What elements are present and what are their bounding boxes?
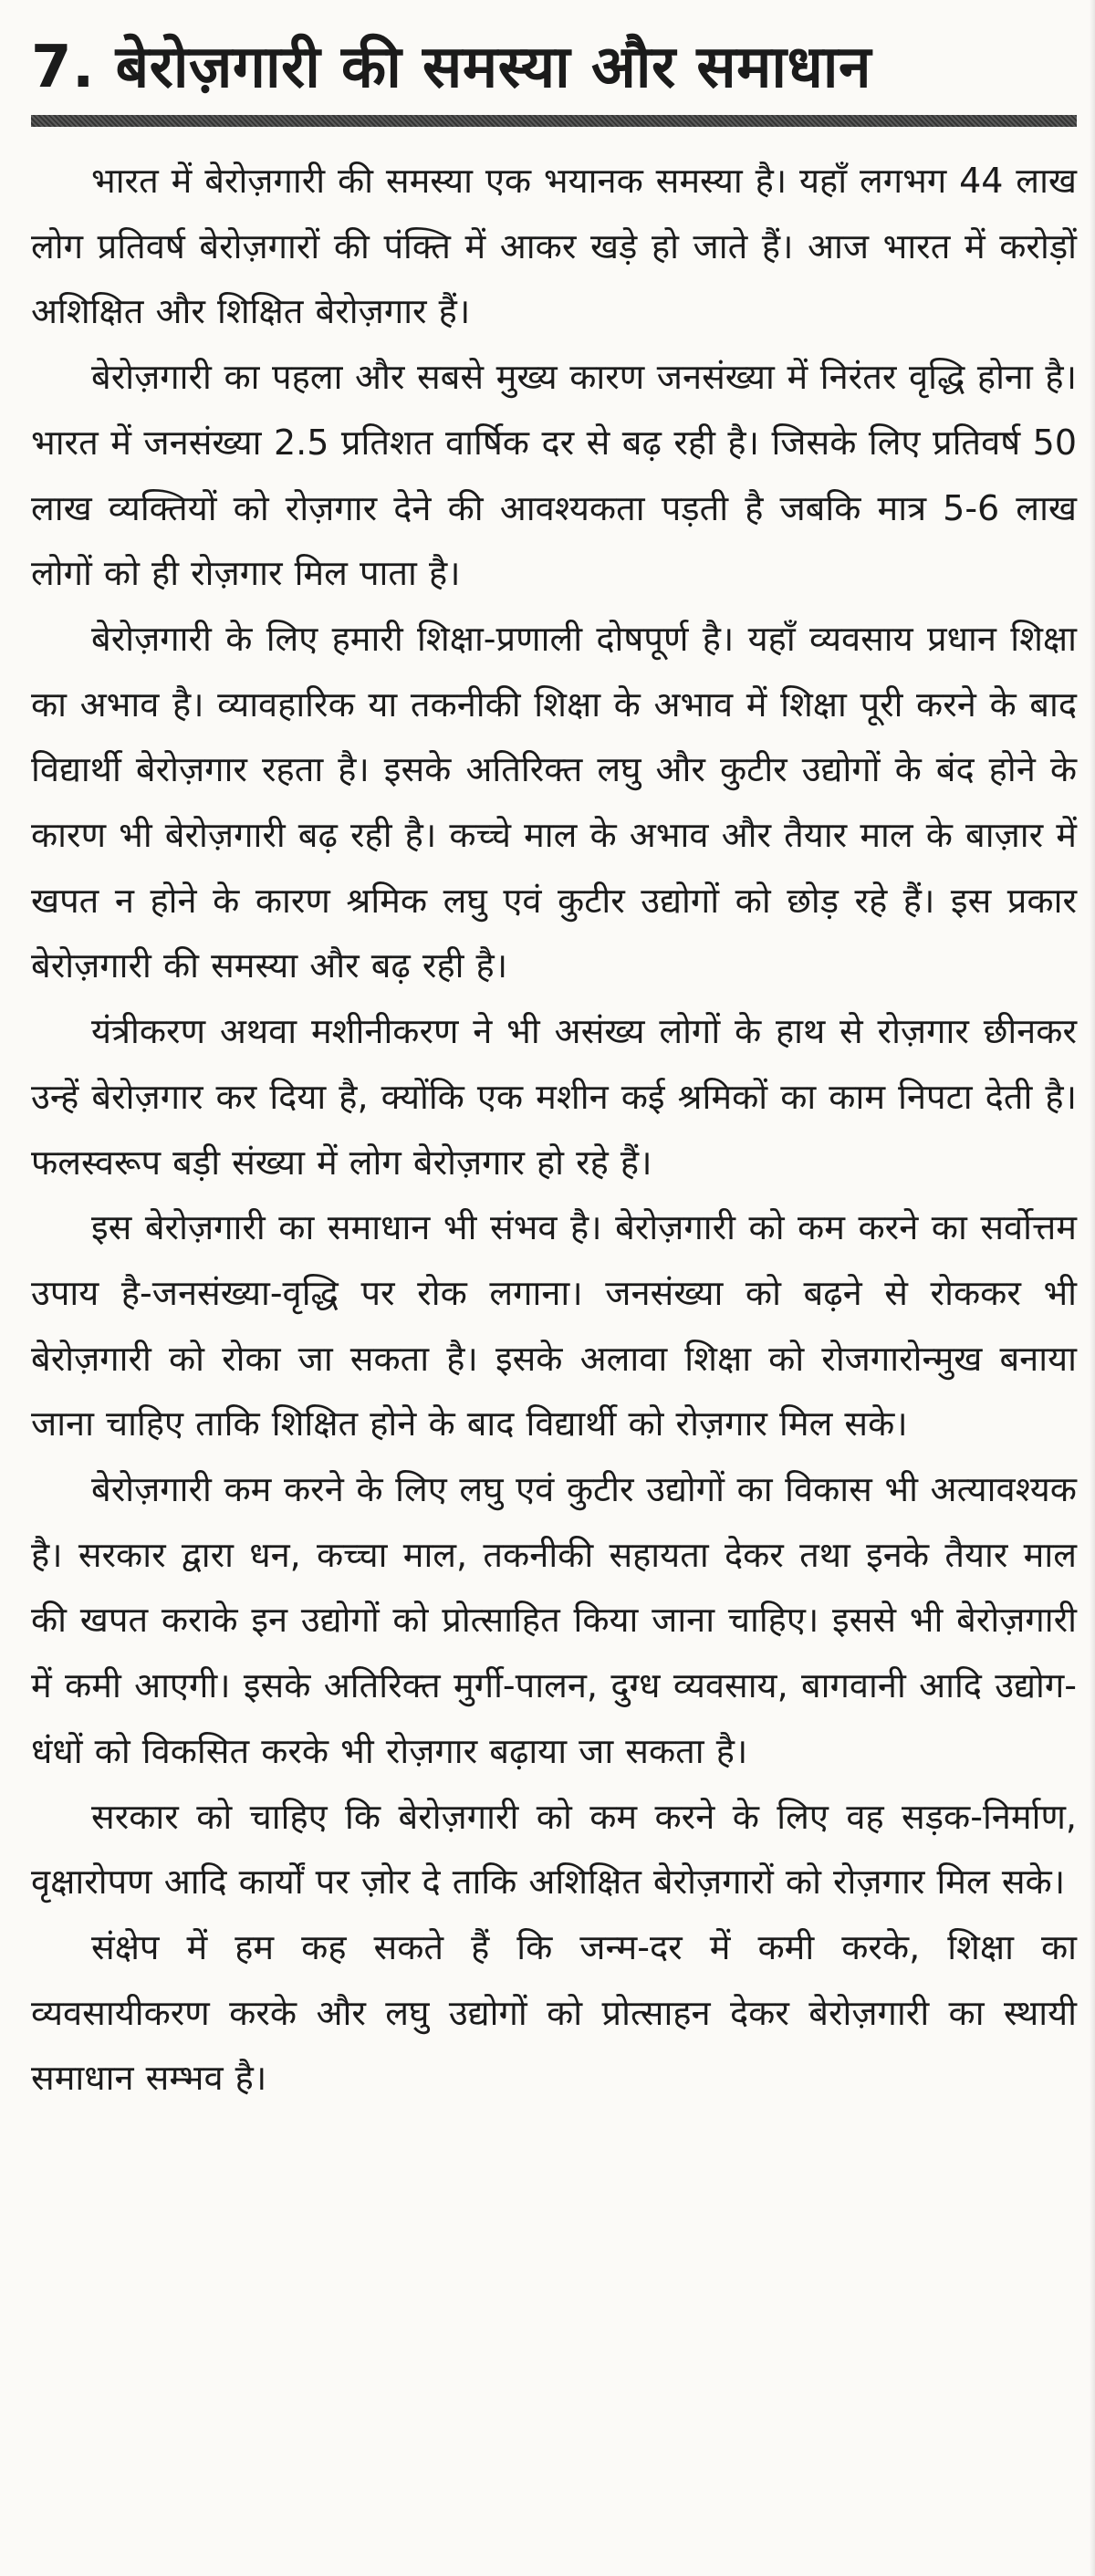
paragraph-conclusion: संक्षेप में हम कह सकते हैं कि जन्म-दर में कमी करके, शिक्षा का व्यवसायीकरण करके और लघु उद्योगों को प्रोत्साहन देकर बेरोज़गारी का स्थायी समाधान सम्भव है। bbox=[31, 1926, 1077, 2099]
title-divider bbox=[31, 115, 1077, 127]
paragraph-mechanization-cause: यंत्रीकरण अथवा मशीनीकरण ने भी असंख्य लोगों के हाथ से रोज़गार छीनकर उन्हें बेरोज़गार कर दिया है, क्योंकि एक मशीन कई श्रमिकों का काम निपटा देती है। फलस्वरूप बड़ी संख्या में लोग बेरोज़गार हो रहे हैं। bbox=[31, 1011, 1077, 1183]
page-edge-shadow bbox=[1090, 0, 1095, 2576]
paragraph-education-cause: बेरोज़गारी के लिए हमारी शिक्षा-प्रणाली दोषपूर्ण है। यहाँ व्यवसाय प्रधान शिक्षा का अभाव है। व्यावहारिक या तकनीकी शिक्षा के अभाव में शिक्षा पूरी करने के बाद विद्यार्थी बेरोज़गार रहता है। इसके अतिरिक्त लघु और कुटीर उद्योगों के बंद होने के कारण भी बेरोज़गारी बढ़ रही है। कच्चे माल के अभाव और तैयार माल के बाज़ार में खपत न होने के कारण श्रमिक लघु एवं कुटीर उद्योगों को छोड़ रहे हैं। इस प्रकार बेरोज़गारी की समस्या और बढ़ रही है। bbox=[31, 618, 1077, 986]
page-title: 7. बेरोज़गारी की समस्या और समाधान bbox=[31, 34, 871, 101]
paragraph-solution-government: सरकार को चाहिए कि बेरोज़गारी को कम करने के लिए वह सड़क-निर्माण, वृक्षारोपण आदि कार्यों पर ज़ोर दे ताकि अशिक्षित बेरोज़गारों को रोज़गार मिल सके। bbox=[31, 1796, 1077, 1903]
paragraph-population-cause: बेरोज़गारी का पहला और सबसे मुख्य कारण जनसंख्या में निरंतर वृद्धि होना है। भारत में जनसंख्या 2.5 प्रतिशत वार्षिक दर से बढ़ रही है। जिसके लिए प्रतिवर्ष 50 लाख व्यक्तियों को रोज़गार देने की आवश्यकता पड़ती है जबकि मात्र 5-6 लाख लोगों को ही रोज़गार मिल पाता है। bbox=[31, 357, 1077, 594]
paragraph-introduction: भारत में बेरोज़गारी की समस्या एक भयानक समस्या है। यहाँ लगभग 44 लाख लोग प्रतिवर्ष बेरोज़गारों की पंक्ति में आकर खड़े हो जाते हैं। आज भारत में करोड़ों अशिक्षित और शिक्षित बेरोज़गार हैं। bbox=[31, 161, 1077, 332]
essay-body bbox=[31, 149, 1077, 2112]
paragraph-solution-population: इस बेरोज़गारी का समाधान भी संभव है। बेरोज़गारी को कम करने का सर्वोत्तम उपाय है-जनसंख्या-वृद्धि पर रोक लगाना। जनसंख्या को बढ़ने से रोककर भी बेरोज़गारी को रोका जा सकता है। इसके अलावा शिक्षा को रोजगारोन्मुख बनाया जाना चाहिए ताकि शिक्षित होने के बाद विद्यार्थी को रोज़गार मिल सके। bbox=[31, 1207, 1077, 1444]
paragraph-solution-industries: बेरोज़गारी कम करने के लिए लघु एवं कुटीर उद्योगों का विकास भी अत्यावश्यक है। सरकार द्वारा धन, कच्चा माल, तकनीकी सहायता देकर तथा इनके तैयार माल की खपत कराके इन उद्योगों को प्रोत्साहित किया जाना चाहिए। इससे भी बेरोज़गारी में कमी आएगी। इसके अतिरिक्त मुर्गी-पालन, दुग्ध व्यवसाय, बागवानी आदि उद्योग-धंधों को विकसित करके भी रोज़गार बढ़ाया जा सकता है। bbox=[31, 1469, 1077, 1771]
